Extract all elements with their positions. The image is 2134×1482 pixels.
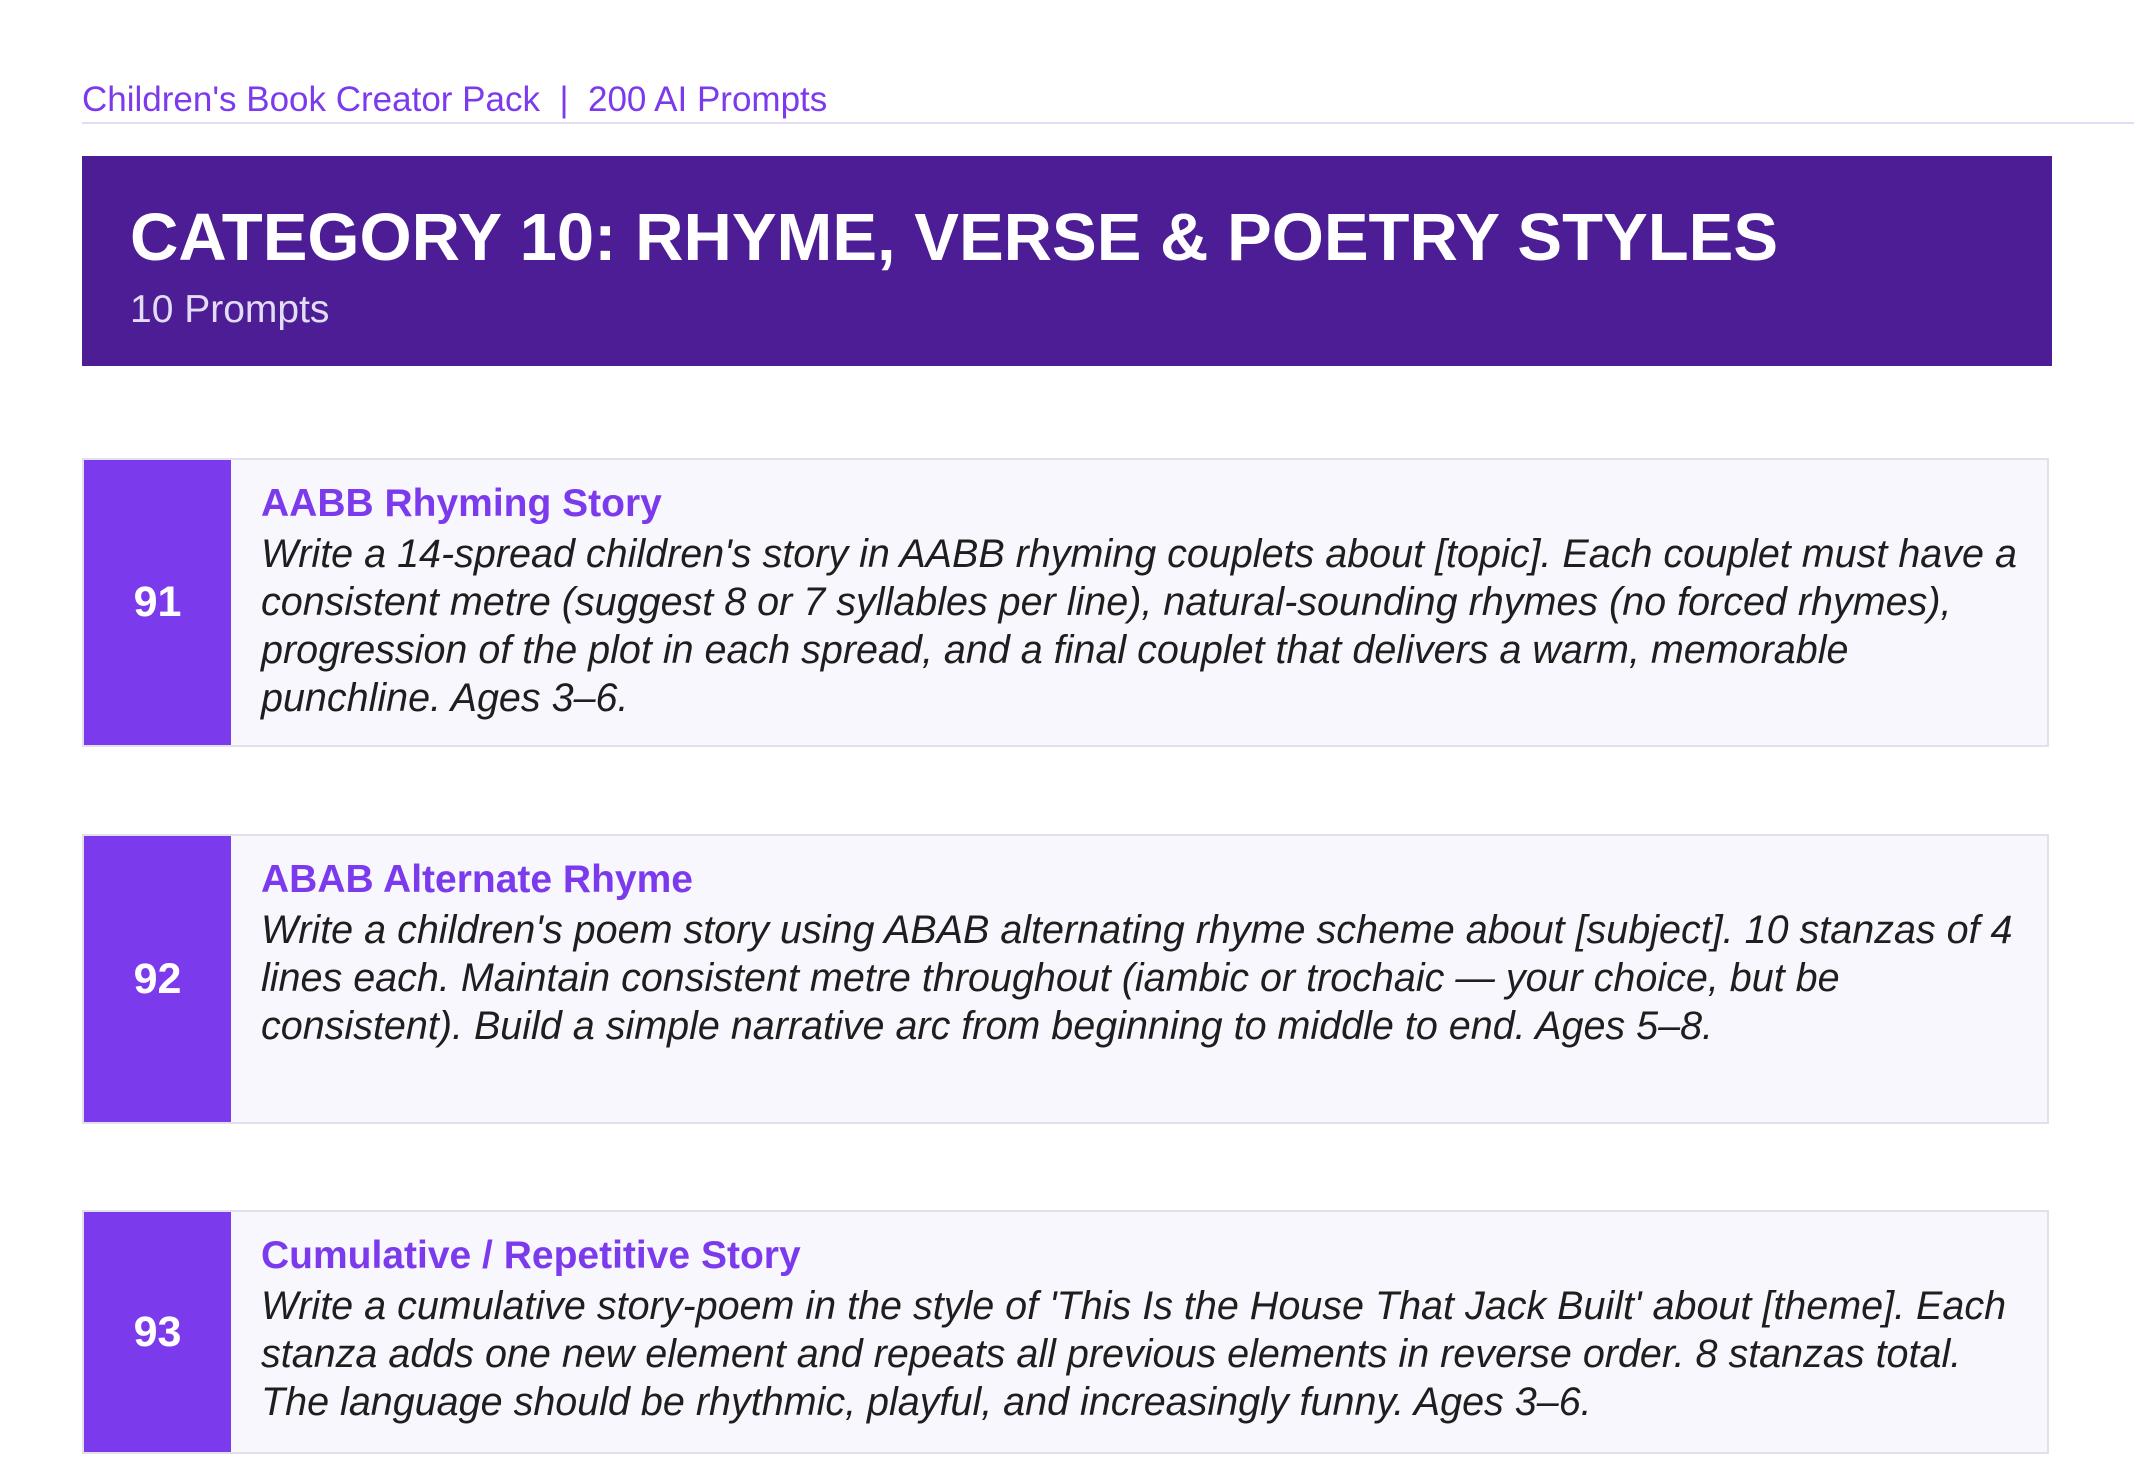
prompt-body [231,836,2047,1122]
category-title: CATEGORY 10: RHYME, VERSE & POETRY STYLES [130,200,1779,275]
prompt-title: ABAB Alternate Rhyme [261,858,693,901]
prompt-card-91 [82,458,2049,747]
running-header-text: Children's Book Creator Pack | 200 AI Prompts [82,80,828,119]
prompt-number: 92 [84,836,231,1122]
prompt-title: AABB Rhyming Story [261,482,662,525]
category-subtitle: 10 Prompts [130,288,330,331]
prompt-card-92 [82,834,2049,1124]
prompt-number: 93 [84,1212,231,1452]
category-banner [82,156,2052,366]
prompt-card-93 [82,1210,2049,1454]
prompt-body [231,460,2047,745]
prompt-text: Write a 14-spread children's story in AABB rhyming couplets about [topic]. Each couplet must have a consistent metre (suggest 8 or 7 syllables per line), natural-sounding rhymes (no forced rhymes), progression of the plot in each spread, and a final couplet that delivers a warm, memorable punchline. Ages 3–6. [261,532,2017,720]
running-header [82,78,2134,124]
prompt-text: Write a children's poem story using ABAB alternating rhyme scheme about [subject]. 10 stanzas of 4 lines each. Maintain consistent metre throughout (iambic or trochaic — your choice, but be consistent). Build a simple narrative arc from beginning to middle to end. Ages 5–8. [261,908,2013,1048]
prompt-body [231,1212,2047,1452]
prompt-text: Write a cumulative story-poem in the style of 'This Is the House That Jack Built' about [theme]. Each stanza adds one new element and repeats all previous elements in reverse order. 8 stanzas total. The language should be rhythmic, playful, and increasingly funny. Ages 3–6. [261,1284,2007,1424]
prompt-number: 91 [84,460,231,745]
prompt-title: Cumulative / Repetitive Story [261,1234,801,1277]
